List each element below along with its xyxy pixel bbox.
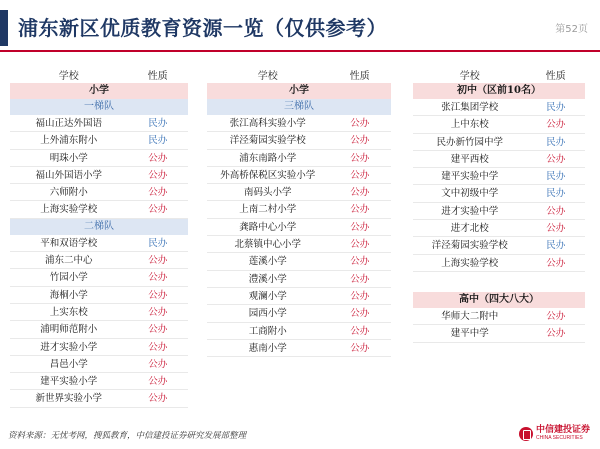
table-row (10, 339, 188, 356)
table-row (413, 151, 585, 168)
table-row (207, 150, 391, 167)
school-name: 北蔡镇中心小学 (234, 239, 301, 251)
school-type: 民办 (148, 237, 168, 249)
tier-band: 三梯队 (207, 99, 391, 115)
table-row (207, 323, 391, 340)
school-name: 平和双语学校 (40, 237, 98, 249)
school-name: 浦东二中心 (44, 255, 93, 267)
school-type: 公办 (350, 308, 370, 320)
table-row (10, 321, 188, 338)
school-type: 民办 (546, 136, 566, 148)
school-type: 公办 (546, 119, 566, 131)
school-name: 建平实验中学 (441, 171, 499, 183)
school-name: 工商附小 (248, 325, 287, 337)
table-row (10, 150, 188, 167)
school-name: 上海实验学校 (441, 257, 499, 269)
school-list (207, 115, 391, 357)
table-row (207, 115, 391, 132)
school-type: 公办 (350, 118, 370, 129)
school-type: 公办 (148, 204, 168, 216)
section-band: 小学 (10, 83, 188, 99)
school-list (413, 99, 585, 272)
table-column-1 (10, 66, 188, 408)
school-type: 公办 (350, 290, 370, 302)
table-row (413, 255, 585, 272)
school-name: 进才实验中学 (441, 205, 499, 217)
title-accent-bar (0, 10, 8, 46)
school-type: 公办 (148, 187, 168, 199)
table-row (207, 201, 391, 218)
school-type: 公办 (546, 257, 566, 269)
table-column-3 (413, 66, 585, 343)
school-type: 公办 (350, 187, 370, 199)
school-type: 公办 (350, 325, 370, 337)
header-type: 性质 (545, 71, 566, 82)
school-type: 公办 (148, 169, 168, 181)
table-row (413, 237, 585, 254)
school-name: 昌邑小学 (49, 358, 88, 370)
school-name: 浦明师范附小 (40, 324, 98, 336)
table-row (207, 271, 391, 288)
school-name: 南码头小学 (243, 187, 292, 199)
company-logo (519, 426, 590, 441)
school-type: 公办 (148, 341, 168, 353)
table-row (207, 253, 391, 270)
school-name: 惠南小学 (248, 342, 287, 354)
school-list (10, 235, 188, 408)
school-type: 公办 (148, 272, 168, 284)
school-type: 公办 (546, 328, 566, 340)
school-name: 福山外国语小学 (35, 169, 102, 181)
table-row (10, 132, 188, 149)
table-row (207, 219, 391, 236)
school-type: 民办 (546, 240, 566, 252)
table-row (413, 325, 585, 342)
school-type: 公办 (350, 256, 370, 268)
school-type: 公办 (350, 273, 370, 285)
table-row (207, 305, 391, 322)
table-row (10, 304, 188, 321)
header-school: 学校 (257, 71, 278, 82)
school-type: 民办 (148, 135, 168, 147)
school-name: 竹园小学 (49, 272, 88, 284)
school-type: 公办 (546, 310, 566, 322)
school-type: 公办 (148, 255, 168, 267)
page-title: 浦东新区优质教育资源一览（仅供参考） (18, 16, 387, 40)
table-row (10, 390, 188, 407)
table-row (207, 132, 391, 149)
logo-mark-icon (519, 427, 533, 441)
table-row (413, 185, 585, 202)
source-note: 资料来源：无忧考网，搜狐教育，中信建投证券研究发展部整理 (8, 431, 247, 441)
table-row (10, 184, 188, 201)
school-type: 民办 (148, 118, 168, 129)
school-name: 澧溪小学 (248, 273, 287, 285)
school-type: 公办 (350, 169, 370, 181)
table-row (10, 356, 188, 373)
column-header (10, 66, 188, 83)
school-name: 洋泾菊园实验学校 (431, 240, 508, 252)
school-name: 上实东校 (49, 306, 88, 318)
school-name: 建平中学 (450, 328, 489, 340)
school-name: 华师大二附中 (441, 310, 499, 322)
table-row (413, 308, 585, 325)
page-number: 第52页 (555, 24, 588, 35)
school-type: 公办 (350, 342, 370, 354)
table-row (10, 252, 188, 269)
school-name: 建平实验小学 (40, 376, 98, 388)
school-type: 民办 (546, 171, 566, 183)
tier-band: 一梯队 (10, 99, 188, 115)
school-name: 园西小学 (248, 308, 287, 320)
school-name: 上海实验学校 (40, 204, 98, 216)
table-row (10, 201, 188, 218)
table-row (413, 203, 585, 220)
title-divider (0, 50, 600, 52)
table-row (207, 340, 391, 357)
table-row (413, 99, 585, 116)
school-name: 上外浦东附小 (40, 135, 98, 147)
school-type: 公办 (148, 152, 168, 164)
school-type: 公办 (148, 376, 168, 388)
school-type: 公办 (148, 358, 168, 370)
header-school: 学校 (58, 71, 79, 82)
school-type: 公办 (148, 306, 168, 318)
school-name: 龚路中心小学 (239, 221, 297, 233)
school-name: 新世界实验小学 (35, 393, 102, 405)
school-type: 公办 (350, 239, 370, 251)
school-name: 外高桥保税区实验小学 (220, 169, 316, 181)
table-row (207, 236, 391, 253)
table-row (413, 220, 585, 237)
school-name: 福山正达外国语 (35, 118, 102, 129)
table-row (10, 115, 188, 132)
table-row (413, 134, 585, 151)
school-name: 张江高科实验小学 (229, 118, 306, 129)
school-name: 民办新竹园中学 (436, 136, 504, 148)
school-name: 海桐小学 (49, 289, 88, 301)
school-name: 张江集团学校 (441, 102, 499, 113)
school-name: 文中初级中学 (441, 188, 499, 200)
school-type: 公办 (148, 324, 168, 336)
column-header (207, 66, 391, 83)
school-type: 公办 (350, 135, 370, 147)
school-name: 浦东南路小学 (239, 152, 297, 164)
school-name: 洋泾菊园实验学校 (229, 135, 306, 147)
logo-text (536, 426, 590, 441)
tier-band: 二梯队 (10, 219, 188, 235)
header-type: 性质 (349, 71, 370, 82)
table-row (413, 116, 585, 133)
school-name: 观澜小学 (248, 290, 287, 302)
school-type: 公办 (546, 223, 566, 235)
school-type: 公办 (350, 152, 370, 164)
table-row (10, 167, 188, 184)
school-name: 进才实验小学 (40, 341, 98, 353)
table-row (10, 287, 188, 304)
school-type: 公办 (148, 289, 168, 301)
section-spacer (413, 272, 585, 292)
school-list (10, 115, 188, 219)
table-row (10, 269, 188, 286)
column-header (413, 66, 585, 83)
school-type: 公办 (350, 204, 370, 216)
table-row (207, 167, 391, 184)
school-name: 莲溪小学 (248, 256, 287, 268)
table-row (10, 235, 188, 252)
section-band: 高中（四大八大） (413, 292, 585, 308)
school-name: 建平西校 (450, 153, 489, 165)
table-row (10, 373, 188, 390)
school-name: 明珠小学 (49, 152, 88, 164)
section-band: 初中（区前10名） (413, 83, 585, 99)
logo-name-en: CHINA SECURITIES (535, 435, 583, 441)
logo-name-cn: 中信建投证券 (535, 425, 590, 435)
school-list (413, 308, 585, 343)
school-type: 公办 (350, 221, 370, 233)
table-column-2 (207, 66, 391, 357)
school-name: 上南二村小学 (239, 204, 297, 216)
header-type: 性质 (147, 71, 168, 82)
school-type: 公办 (148, 393, 168, 405)
school-name: 上中东校 (450, 119, 489, 131)
table-row (413, 168, 585, 185)
school-type: 公办 (546, 205, 566, 217)
school-name: 进才北校 (450, 223, 489, 235)
school-type: 民办 (546, 102, 566, 113)
school-name: 六师附小 (49, 187, 88, 199)
table-row (207, 184, 391, 201)
header-school: 学校 (459, 71, 480, 82)
section-band: 小学 (207, 83, 391, 99)
school-type: 民办 (546, 188, 566, 200)
table-row (207, 288, 391, 305)
school-type: 公办 (546, 153, 566, 165)
